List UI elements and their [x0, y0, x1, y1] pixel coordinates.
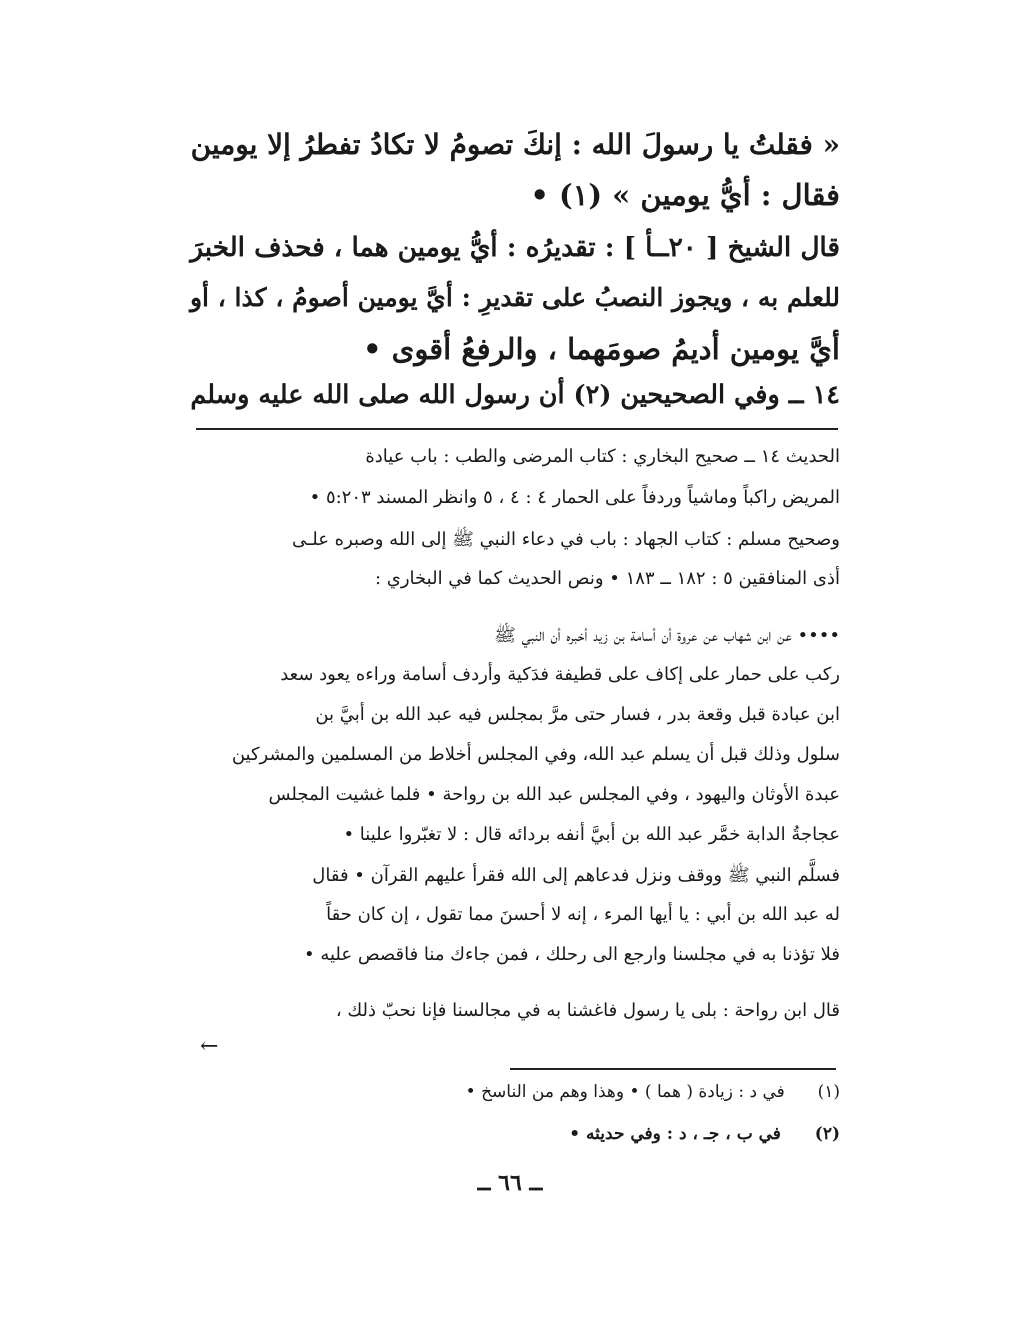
hadith-text-line-10: قال ابن رواحة : بلى يا رسول فاغشنا به في مجالسنا فإنا نحبّ ذلك ، [335, 1000, 840, 1021]
hadith-text-line-4: سلول وذلك قبل أن يسلم عبد الله، وفي المجلس أخلاط من المسلمين والمشركين [231, 744, 840, 765]
main-text-line-4: للعلم به ، ويجوز النصبُ على تقديرِ : أيَّ يومين أصومُ ، كذا ، أو [189, 282, 840, 312]
footnote-1-text: في د : زيادة ( هما ) • وهذا وهم من الناسخ • [465, 1082, 785, 1102]
hadith-note-line-3: وصحيح مسلم : كتاب الجهاد : باب في دعاء النبي ﷺ إلى الله وصبره علـى [291, 529, 840, 550]
main-text-line-5: أيَّ يومين أديمُ صومَهما ، والرفعُ أقوى • [363, 332, 840, 366]
hadith-text-line-5: عبدة الأوثان واليهود ، وفي المجلس عبد الله بن رواحة • فلما غشيت المجلس [268, 784, 840, 805]
hadith-note-line-2: المريض راكباً وماشياً وردفاً على الحمار ٤ : ٤ ، ٥ وانظر المسند ٥:٢٠٣ • [309, 487, 840, 508]
main-text-line-6: ١٤ ــ وفي الصحيحين (٢) أن رسول الله صلى الله عليه وسلم [190, 380, 840, 410]
main-text-line-3: قال الشيخ [ ٢٠ــأ ] : تقديرُه : أيُّ يومين هما ، فحذف الخبرَ [190, 232, 840, 263]
hadith-text-line-2: ركب على حمار على إكاف على قطيفة فدَكية وأردف أسامة وراءه يعود سعد [280, 664, 840, 685]
hadith-note-line-4: أذى المنافقين ٥ : ١٨٢ ــ ١٨٣ • ونص الحديث كما في البخاري : [374, 568, 840, 589]
main-divider [196, 428, 838, 430]
footnote-divider [510, 1068, 836, 1070]
footnote-2-number: (٢) [814, 1124, 840, 1144]
footnote-2-text: في ب ، جـ ، د : وفي حديثه • [569, 1124, 781, 1144]
page-number: ــ ٦٦ ــ [477, 1170, 543, 1196]
footnote-1-number: (١) [817, 1082, 840, 1102]
main-text-line-2: فقال : أيُّ يومين » (١) • [530, 178, 840, 212]
main-text-line-1: « فقلتُ يا رسولَ الله : إنكَ تصومُ لا تكادُ تفطرُ إلا يومين [190, 128, 840, 161]
hadith-text-line-1: •••• عن ابن شهاب عن عروة أن أسامة بن زيد أخبره أن النبي ﷺ [494, 625, 840, 646]
hadith-text-line-6: عجاجةُ الدابة خمَّر عبد الله بن أبيَّ أنفه بردائه قال : لا تغبّروا علينا • [343, 824, 840, 845]
hadith-text-line-7: فسلَّم النبي ﷺ ووقف ونزل فدعاهم إلى الله فقرأ عليهم القرآن • فقال [312, 865, 840, 886]
hadith-text-line-9: فلا تؤذنا به في مجلسنا وارجع الى رحلك ، فمن جاءك منا فاقصص عليه • [303, 944, 840, 965]
footnote-2 [569, 1124, 840, 1144]
hadith-text-line-3: ابن عبادة قبل وقعة بدر ، فسار حتى مرَّ بمجلس فيه عبد الله بن أبيَّ بن [315, 704, 840, 725]
hadith-note-line-1: الحديث ١٤ ــ صحيح البخاري : كتاب المرضى والطب : باب عيادة [365, 446, 840, 467]
hadith-text-line-8: له عبد الله بن أبي : يا أيها المرء ، إنه لا أحسنَ مما تقول ، إن كان حقاً [326, 904, 840, 925]
continuation-arrow-icon: ← [200, 1034, 219, 1059]
footnote-1 [466, 1082, 840, 1102]
